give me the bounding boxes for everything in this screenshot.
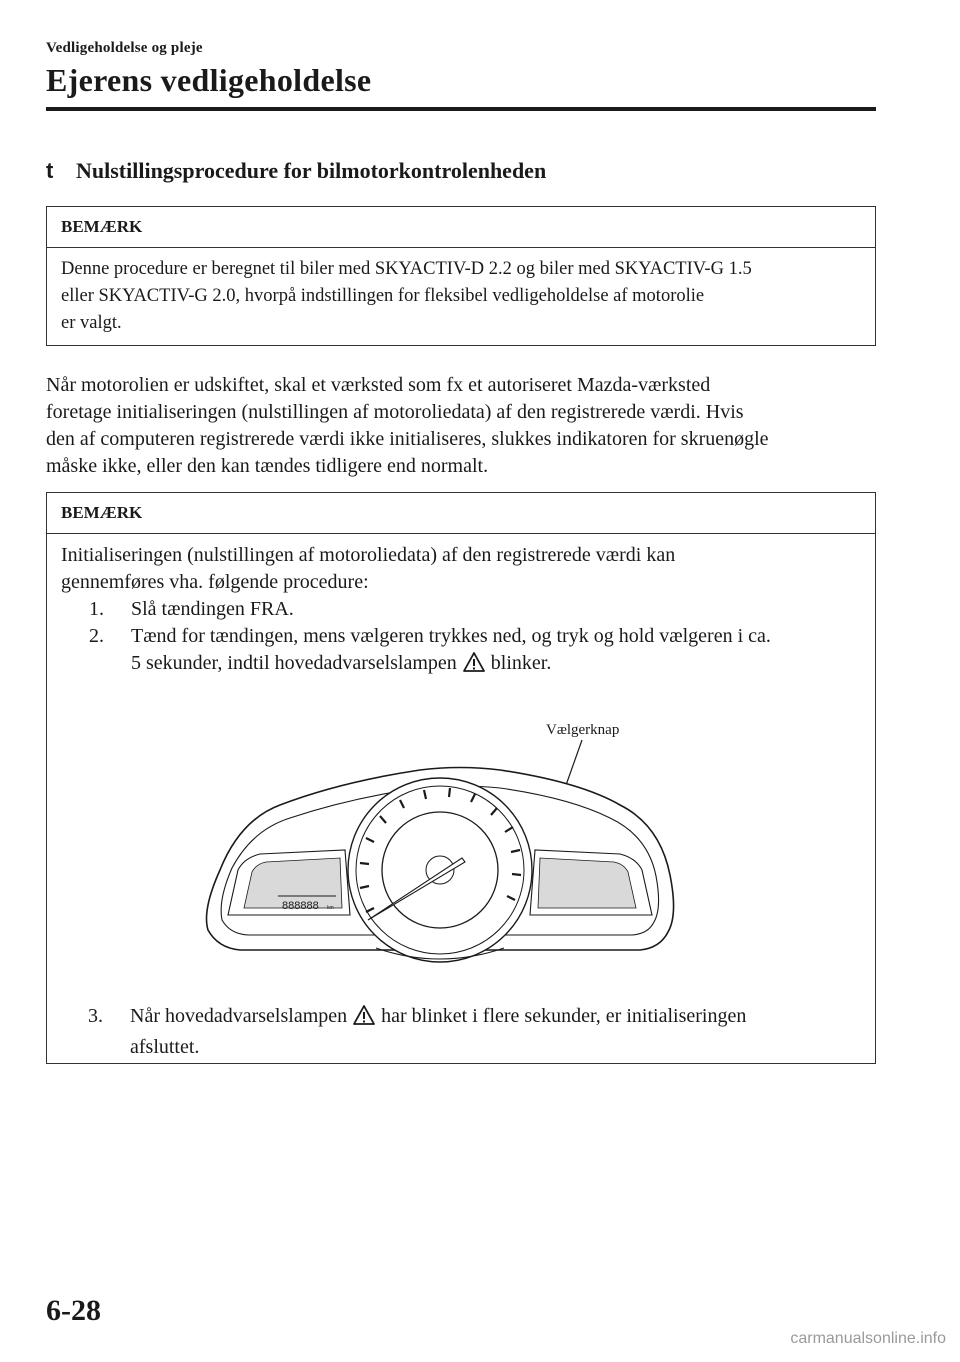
- step-text: har blinket i flere sekunder, er initialiseringen: [381, 1005, 747, 1027]
- note-line: eller SKYACTIV-G 2.0, hvorpå indstillingen for fleksibel vedligeholdelse af motorolie: [61, 286, 705, 306]
- note-body: [47, 248, 875, 337]
- chapter-title: Ejerens vedligeholdelse: [46, 62, 372, 98]
- step-text: afsluttet.: [130, 1036, 200, 1058]
- step-number: 2.: [89, 625, 104, 647]
- warning-triangle-icon: [463, 651, 485, 681]
- watermark: carmanualsonline.info: [790, 1330, 946, 1347]
- step-3-content: [60, 1003, 860, 1061]
- callout-label: Vælgerknap: [546, 722, 620, 738]
- page-number: 6-28: [46, 1294, 101, 1327]
- step-2: [61, 623, 861, 681]
- section-label: Vedligeholdelse og pleje: [46, 40, 203, 56]
- body-paragraph: [46, 372, 876, 480]
- paragraph-line: Når motorolien er udskiftet, skal et værksted som fx et autoriseret Mazda-værksted: [46, 374, 711, 396]
- note-line: Denne procedure er beregnet til biler med SKYACTIV-D 2.2 og biler med SKYACTIV-G 1.5: [61, 259, 752, 279]
- step-text: blinker.: [490, 652, 552, 674]
- heading-text: Nulstillingsprocedure for bilmotorkontrolenheden: [76, 158, 547, 183]
- paragraph-line: den af computeren registrerede værdi ikke initialiseres, slukkes indikatoren for skruenøgle: [46, 428, 769, 450]
- warning-triangle-icon: [353, 1004, 375, 1034]
- note-label: BEMÆRK: [47, 493, 875, 534]
- step-number: 3.: [88, 1005, 103, 1027]
- step-text: Slå tændingen FRA.: [131, 598, 294, 620]
- odometer-unit: km: [327, 905, 334, 911]
- note-body: [47, 534, 875, 681]
- odometer-digits: 888888: [282, 900, 319, 912]
- step-text: Når hovedadvarselslampen: [130, 1005, 348, 1027]
- step-text: 5 sekunder, indtil hovedadvarselslampen: [131, 652, 457, 674]
- heading-marker: t: [46, 158, 54, 183]
- paragraph-line: foretage initialiseringen (nulstillingen af motoroliedata) af den registrerede værdi. Hvis: [46, 401, 744, 423]
- step-list: [61, 596, 861, 681]
- section-heading: [46, 158, 546, 184]
- step-number: 1.: [89, 598, 104, 620]
- step-text: Tænd for tændingen, mens vælgeren trykkes ned, og tryk og hold vælgeren i ca.: [131, 625, 771, 647]
- step-text-line2: [131, 650, 861, 681]
- note-label: BEMÆRK: [47, 207, 875, 248]
- note-intro-line: Initialiseringen (nulstillingen af motoroliedata) af den registrerede værdi kan: [61, 544, 676, 566]
- step-1: [61, 596, 861, 623]
- right-display: [538, 858, 636, 908]
- note-intro-line: gennemføres vha. følgende procedure:: [61, 571, 369, 593]
- note-line: er valgt.: [61, 313, 122, 333]
- instrument-cluster-figure: [200, 720, 680, 970]
- step-3: [60, 1003, 860, 1061]
- paragraph-line: måske ikke, eller den kan tændes tidligere end normalt.: [46, 455, 489, 477]
- note-box-1: [46, 206, 876, 346]
- step-text-line1: [130, 1003, 860, 1034]
- speedometer-center-dial: [382, 812, 498, 928]
- header-rule: [46, 107, 876, 111]
